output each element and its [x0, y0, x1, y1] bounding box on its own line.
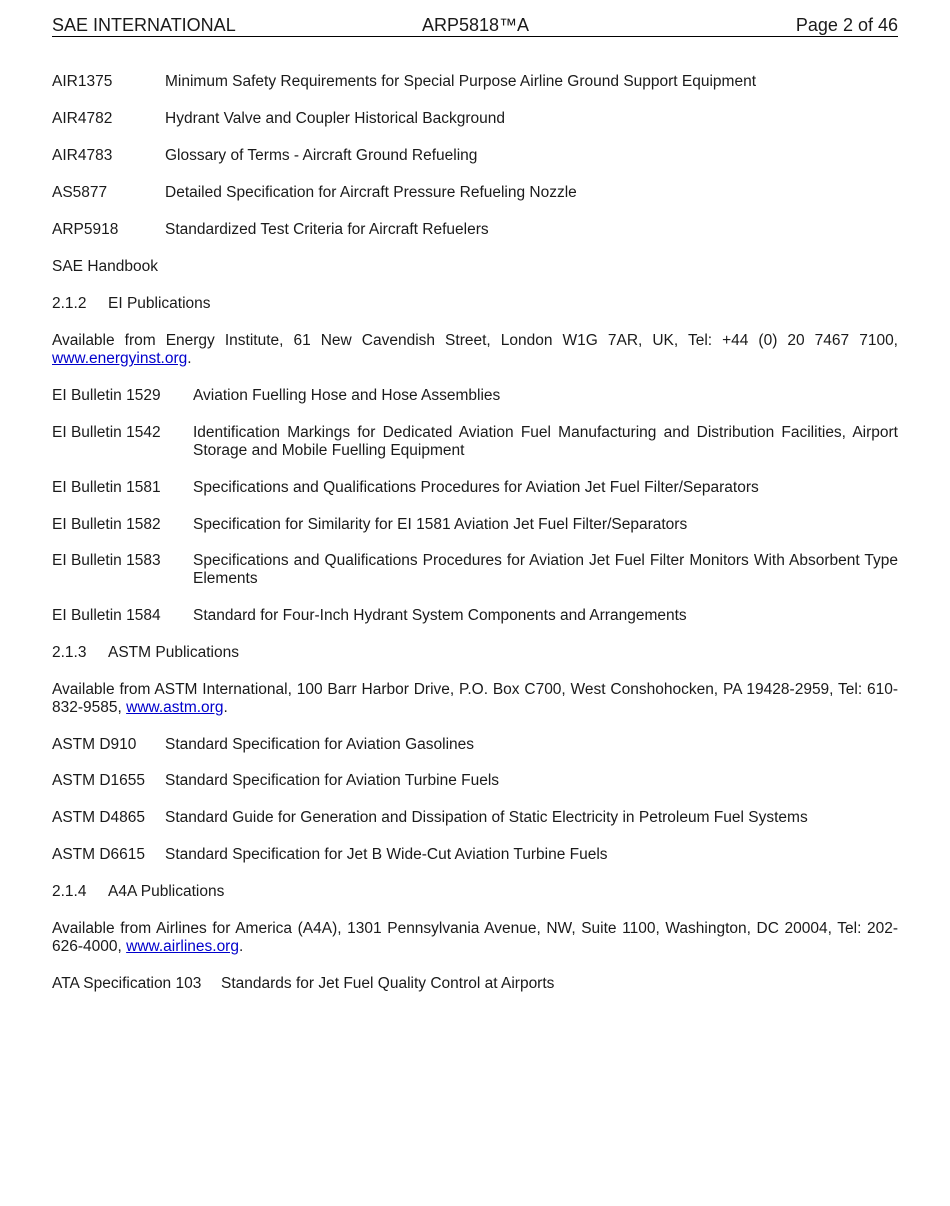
reference-code: AIR1375: [52, 73, 113, 90]
reference-code: AIR4782: [52, 110, 113, 127]
reference-code: EI Bulletin 1582: [52, 516, 161, 533]
availability-paragraph: [52, 681, 898, 717]
reference-title: Standards for Jet Fuel Quality Control at Airports: [221, 975, 555, 992]
reference-code: EI Bulletin 1583: [52, 552, 161, 569]
header-page-number: Page 2 of 46: [795, 15, 898, 35]
reference-title: Identification Markings for Dedicated Aviation Fuel Manufacturing and Distribution Facilities, Airport Storage and Mobile Fuelling Equipment: [193, 424, 898, 459]
availability-paragraph: [52, 920, 898, 956]
energyinst-link[interactable]: www.energyinst.org: [52, 350, 188, 367]
reference-title: Standard for Four-Inch Hydrant System Components and Arrangements: [193, 607, 687, 624]
reference-title: Standard Specification for Jet B Wide-Cut Aviation Turbine Fuels: [165, 846, 608, 863]
reference-code: ASTM D6615: [52, 846, 146, 863]
reference-title: Aviation Fuelling Hose and Hose Assemblies: [193, 387, 501, 404]
availability-text: Available from Airlines for America (A4A), 1301 Pennsylvania Avenue, NW, Suite 1100, Washington, DC 20004, Tel: 202-626-4000,: [52, 920, 898, 955]
reference-title: Specifications and Qualifications Procedures for Aviation Jet Fuel Filter/Separators: [193, 479, 759, 496]
availability-text: Available from ASTM International, 100 Barr Harbor Drive, P.O. Box C700, West Conshohocken, PA 19428-2959, Tel: 610-832-9585,: [52, 681, 898, 716]
reference-title: Standard Specification for Aviation Turbine Fuels: [165, 772, 500, 789]
reference-title: Detailed Specification for Aircraft Pressure Refueling Nozzle: [165, 184, 577, 201]
reference-title: Minimum Safety Requirements for Special Purpose Airline Ground Support Equipment: [165, 73, 757, 90]
period: .: [238, 938, 244, 955]
reference-code: AS5877: [52, 184, 108, 201]
header-doc-id: ARP5818™A: [422, 15, 530, 35]
reference-code: ATA Specification 103: [52, 975, 202, 992]
astm-link[interactable]: www.astm.org: [126, 699, 224, 716]
section-title: ASTM Publications: [108, 644, 239, 661]
section-number: 2.1.4: [52, 883, 87, 900]
period: .: [187, 350, 192, 367]
reference-title: Hydrant Valve and Coupler Historical Background: [165, 110, 506, 127]
reference-title: Standardized Test Criteria for Aircraft Refuelers: [165, 221, 489, 238]
reference-code: ASTM D910: [52, 736, 137, 753]
reference-title: Specification for Similarity for EI 1581 Aviation Jet Fuel Filter/Separators: [193, 516, 688, 533]
availability-paragraph: [52, 332, 898, 368]
reference-code: ASTM D4865: [52, 809, 146, 826]
page-header: [52, 14, 898, 37]
section-title: A4A Publications: [108, 883, 225, 900]
reference-code: AIR4783: [52, 147, 113, 164]
period: .: [223, 699, 228, 716]
reference-code: EI Bulletin 1529: [52, 387, 161, 404]
availability-text: Available from Energy Institute, 61 New Cavendish Street, London W1G 7AR, UK, Tel: +44 (0) 20 7467 7100,: [52, 332, 898, 349]
reference-code: ARP5918: [52, 221, 119, 238]
reference-code: ASTM D1655: [52, 772, 146, 789]
header-org: SAE INTERNATIONAL: [52, 15, 236, 35]
airlines-link[interactable]: www.airlines.org: [126, 938, 239, 955]
reference-code: EI Bulletin 1542: [52, 424, 161, 441]
section-number: 2.1.3: [52, 644, 87, 661]
section-number: 2.1.2: [52, 295, 87, 312]
reference-code: EI Bulletin 1581: [52, 479, 161, 496]
reference-code: EI Bulletin 1584: [52, 607, 161, 624]
section-title: EI Publications: [108, 295, 211, 312]
reference-title: Standard Specification for Aviation Gasolines: [165, 736, 475, 753]
reference-title: Specifications and Qualifications Procedures for Aviation Jet Fuel Filter Monitors With Absorbent Type Elements: [193, 552, 898, 587]
reference-title: Glossary of Terms - Aircraft Ground Refueling: [165, 147, 478, 164]
sae-handbook: SAE Handbook: [52, 258, 158, 275]
reference-title: Standard Guide for Generation and Dissipation of Static Electricity in Petroleum Fuel Systems: [165, 809, 808, 826]
